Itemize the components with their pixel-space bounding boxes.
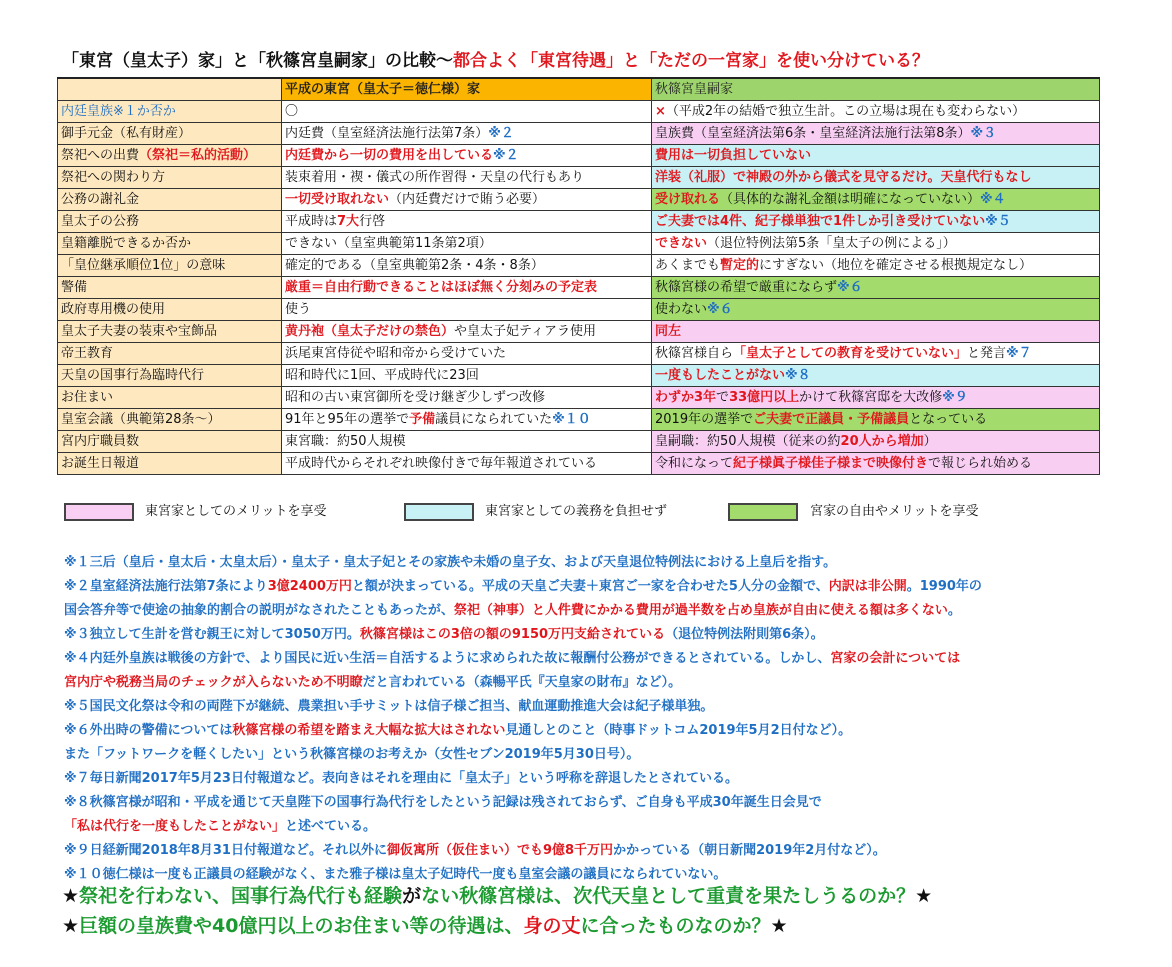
east-cell: 装束着用・禊・儀式の所作習得・天皇の代行もあり: [282, 167, 652, 189]
aki-cell: 秋篠宮様の希望で厳重にならず※６: [652, 277, 1100, 299]
aki-cell: 同左: [652, 321, 1100, 343]
east-cell: 使う: [282, 299, 652, 321]
footnote: 国会答弁等で使途の抽象的割合の説明がなされたこともあったが、祭祀（神事）と人件費にかかる費用が過半数を占め皇族が自由に使える額は多くない。: [64, 603, 961, 618]
table-row: [58, 365, 1100, 387]
east-cell: 内廷費（皇室経済法施行法第7条）※２: [282, 123, 652, 145]
row-label: 祭祀への関わり方: [58, 167, 282, 189]
row-label: 天皇の国事行為臨時代行: [58, 365, 282, 387]
east-cell: 厳重＝自由行動できることはほぼ無く分刻みの予定表: [282, 277, 652, 299]
aki-cell: できない（退位特例法第5条「皇太子の例による」）: [652, 233, 1100, 255]
footnotes: [64, 552, 1114, 888]
footnote: 「私は代行を一度もしたことがない」と述べている。: [64, 819, 377, 834]
closing-question-2: ★巨額の皇族費や40億円以上のお住まい等の待遇は、身の丈に合ったものなのか？★: [62, 915, 788, 937]
footnote: ※１三后（皇后・皇太后・太皇太后）・皇太子・皇太子妃とその家族や未婚の皇子女、および天皇退位特例法における上皇后を指す。: [64, 555, 837, 570]
cross-mark: ×: [655, 104, 666, 119]
row-label: 内廷皇族※１か否か: [58, 101, 282, 123]
aki-cell: 皇嗣職：約50人規模（従来の約20人から増加）: [652, 431, 1100, 453]
aki-cell: わずか3年で33億円以上かけて秋篠宮邸を大改修※９: [652, 387, 1100, 409]
east-cell: 黄丹袍（皇太子だけの禁色）や皇太子妃ティアラ使用: [282, 321, 652, 343]
header-akishino: 秋篠宮皇嗣家: [652, 78, 1100, 101]
row-label: 御手元金（私有財産）: [58, 123, 282, 145]
table-row: [58, 453, 1100, 475]
table-row: [58, 145, 1100, 167]
table-row: [58, 299, 1100, 321]
aki-cell: 皇族費（皇室経済法第6条・皇室経済法施行法第8条）※３: [652, 123, 1100, 145]
header-blank: [58, 78, 282, 101]
east-cell: 昭和の古い東宮御所を受け継ぎ少しずつ改修: [282, 387, 652, 409]
footnote: ※４内廷外皇族は戦後の方針で、より国民に近い生活＝自活するように求められた故に報酬付公務ができるとされている。しかし、宮家の会計については: [64, 651, 961, 666]
title-text: 「東宮（皇太子）家」と「秋篠宮皇嗣家」の比較～: [62, 51, 453, 71]
aki-cell: 2019年の選挙でご夫妻で正議員・予備議員となっている: [652, 409, 1100, 431]
table-row: [58, 409, 1100, 431]
east-cell: 〇: [282, 101, 652, 123]
row-label: 皇籍離脱できるか否か: [58, 233, 282, 255]
row-label: お誕生日報道: [58, 453, 282, 475]
table-row: [58, 189, 1100, 211]
east-cell: できない（皇室典範第11条第2項）: [282, 233, 652, 255]
aki-cell: 費用は一切負担していない: [652, 145, 1100, 167]
row-label: 宮内庁職員数: [58, 431, 282, 453]
row-label: 祭祀への出費（祭祀＝私的活動）: [58, 145, 282, 167]
east-cell: 一切受け取れない（内廷費だけで賄う必要）: [282, 189, 652, 211]
table-row: [58, 277, 1100, 299]
table-row: [58, 321, 1100, 343]
row-label: 帝王教育: [58, 343, 282, 365]
aki-cell: あくまでも暫定的にすぎない（地位を確定させる根拠規定なし）: [652, 255, 1100, 277]
row-label: お住まい: [58, 387, 282, 409]
footnote: ※８秋篠宮様が昭和・平成を通じて天皇陛下の国事行為代行をしたという記録は残されておらず、ご自身も平成30年誕生日会見で: [64, 795, 822, 810]
footnote: ※９日経新聞2018年8月31日付報道など。それ以外に御仮寓所（仮住まい）でも9億8千万円かかっている（朝日新聞2019年2月付など）。: [64, 843, 886, 858]
table-row: [58, 233, 1100, 255]
legend-label: 東宮家としてのメリットを享受: [145, 504, 327, 519]
title-highlight: 都合よく「東宮待遇」と「ただの一宮家」を使い分けている？: [453, 51, 929, 71]
legend-label: 東宮家としての義務を負担せず: [485, 504, 668, 519]
legend-swatch-pink: [64, 503, 134, 521]
aki-cell: 使わない※６: [652, 299, 1100, 321]
table-row: [58, 387, 1100, 409]
row-label: 公務の謝礼金: [58, 189, 282, 211]
table-row: [58, 343, 1100, 365]
row-label: 皇太子夫妻の装束や宝飾品: [58, 321, 282, 343]
aki-cell: 洋装（礼服）で神殿の外から儀式を見守るだけ。天皇代行もなし: [652, 167, 1100, 189]
row-label: 「皇位継承順位1位」の意味: [58, 255, 282, 277]
row-label: 政府専用機の使用: [58, 299, 282, 321]
table-row: [58, 101, 1100, 123]
east-cell: 浜尾東宮侍従や昭和帝から受けていた: [282, 343, 652, 365]
closing-question-1: ★祭祀を行わない、国事行為代行も経験がない秋篠宮様は、次代天皇として重責を果たしうるのか？★: [62, 885, 933, 907]
footnote: ※６外出時の警備については秋篠宮様の希望を踏まえ大幅な拡大はされない見通しとのこと（時事ドットコム2019年5月2日付など）。: [64, 723, 852, 738]
east-cell: 確定的である（皇室典範第2条・4条・8条）: [282, 255, 652, 277]
footnote: ※２皇室経済法施行法第7条により3億2400万円と額が決まっている。平成の天皇ご夫妻＋東宮ご一家を合わせた5人分の金額で、内訳は非公開。1990年の: [64, 579, 982, 594]
east-cell: 平成時代からそれぞれ映像付きで毎年報道されている: [282, 453, 652, 475]
table-row: [58, 167, 1100, 189]
aki-cell: ご夫妻では4件、紀子様単独で1件しか引き受けていない※５: [652, 211, 1100, 233]
footnote: 宮内庁や税務当局のチェックが入らないため不明瞭だと言われている（森暢平氏『天皇家の財布』など）。: [64, 675, 682, 690]
footnote: また「フットワークを軽くしたい」という秋篠宮様のお考えか（女性セブン2019年5月30日号）。: [64, 747, 640, 762]
aki-cell: 令和になって紀子様眞子様佳子様まで映像付きで報じられ始める: [652, 453, 1100, 475]
footnote: ※７毎日新聞2017年5月23日付報道など。表向きはそれを理由に「皇太子」という呼称を辞退したとされている。: [64, 771, 738, 786]
comparison-table: [57, 77, 1100, 475]
footnote: ※５国民文化祭は令和の両陛下が継続、農業担い手サミットは信子様ご担当、献血運動推進大会は紀子様単独。: [64, 699, 714, 714]
table-header-row: [58, 78, 1100, 101]
legend-label: 宮家の自由やメリットを享受: [810, 504, 979, 519]
legend-swatch-green: [728, 503, 798, 521]
row-label: 皇室会議（典範第28条～）: [58, 409, 282, 431]
east-cell: 平成時は7大行啓: [282, 211, 652, 233]
aki-cell: 受け取れる（具体的な謝礼金額は明確になっていない）※４: [652, 189, 1100, 211]
footnote: ※１０徳仁様は一度も正議員の経験がなく、また雅子様は皇太子妃時代一度も皇室会議の議員になられていない。: [64, 867, 727, 882]
east-cell: 東宮職：約50人規模: [282, 431, 652, 453]
east-cell: 内廷費から一切の費用を出している※２: [282, 145, 652, 167]
row-label: 皇太子の公務: [58, 211, 282, 233]
row-label: 警備: [58, 277, 282, 299]
aki-cell: ×（平成2年の結婚で独立生計。この立場は現在も変わらない）: [652, 101, 1100, 123]
table-row: [58, 255, 1100, 277]
aki-cell: 秋篠宮様自ら「皇太子としての教育を受けていない」と発言※７: [652, 343, 1100, 365]
legend: [0, 503, 1172, 521]
aki-cell: 一度もしたことがない※８: [652, 365, 1100, 387]
footnote: ※３独立して生計を営む親王に対して3050万円。秋篠宮様はこの3倍の額の9150万円支給されている（退位特例法附則第6条）。: [64, 627, 824, 642]
east-cell: 91年と95年の選挙で予備議員になられていた※１０: [282, 409, 652, 431]
table-row: [58, 211, 1100, 233]
east-cell: 昭和時代に1回、平成時代に23回: [282, 365, 652, 387]
table-row: [58, 123, 1100, 145]
legend-swatch-cyan: [404, 503, 474, 521]
page-title: [62, 48, 1102, 74]
table-row: [58, 431, 1100, 453]
header-east: 平成の東宮（皇太子＝徳仁様）家: [282, 78, 652, 101]
